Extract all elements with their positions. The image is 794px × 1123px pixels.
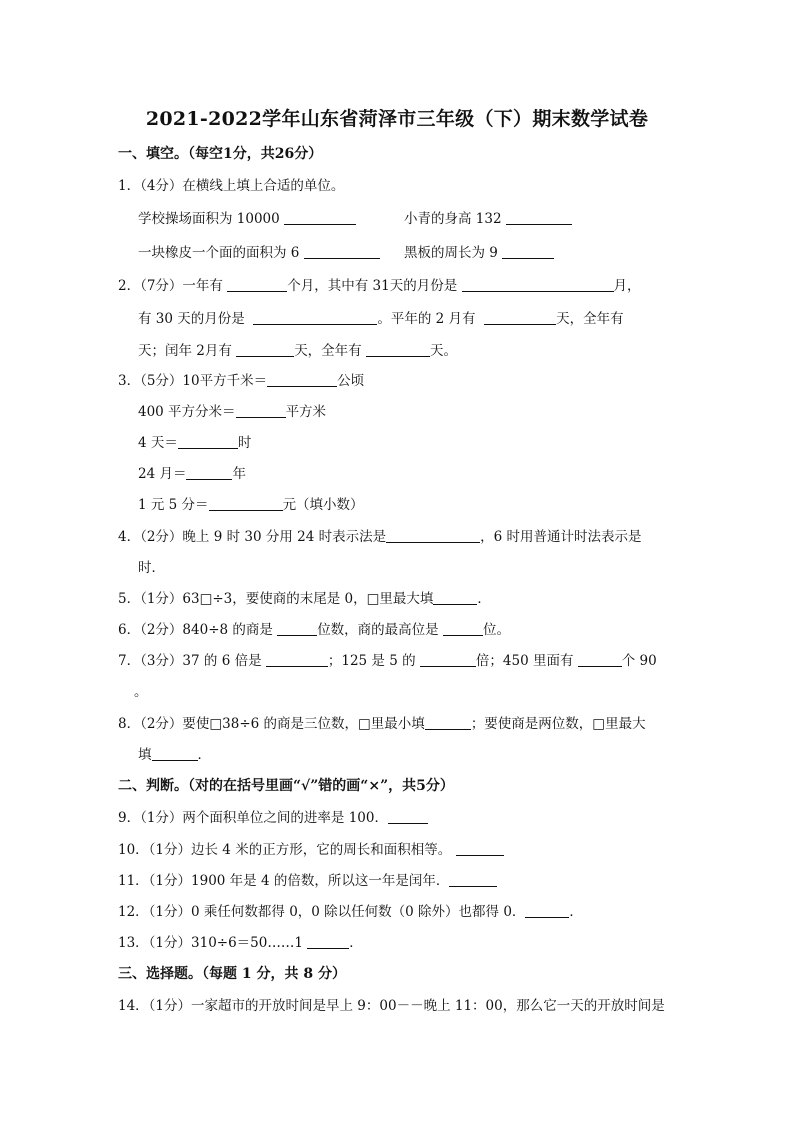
section-3-heading: 三、选择题。（每题 1 分，共 8 分） <box>118 966 346 982</box>
question-3-item-a: 3．（5分）10平方千米＝ 公顷 <box>118 373 365 389</box>
answer-blank[interactable] <box>484 310 556 325</box>
question-8-line-1: 8．（2分）要使□38÷6 的商是三位数，□里最小填 ；要使商是两位数，□里最大 <box>118 716 646 732</box>
answer-blank[interactable] <box>152 746 198 761</box>
answer-blank[interactable] <box>425 715 471 730</box>
answer-blank[interactable] <box>209 496 283 511</box>
question-13: 13．（1分）310÷6＝50……1 ． <box>118 935 363 951</box>
question-2-line-3: 天；闰年 2月有 天，全年有 天。 <box>138 343 457 359</box>
answer-blank[interactable] <box>267 372 337 387</box>
question-12: 12．（1分）0 乘任何数都得 0，0 除以任何数（0 除外）也都得 0． ． <box>118 904 583 920</box>
answer-blank[interactable] <box>420 652 476 667</box>
answer-blank[interactable] <box>304 244 380 259</box>
answer-blank[interactable] <box>388 809 428 824</box>
answer-blank[interactable] <box>502 244 554 259</box>
question-1-lead: 1．（4分）在横线上填上合适的单位。 <box>118 178 345 194</box>
section-2-heading: 二、判断。（对的在括号里画“√”错的画“×”，共5分） <box>118 778 454 794</box>
question-3-item-d: 24 月＝ 年 <box>138 466 246 482</box>
answer-blank[interactable] <box>449 872 497 887</box>
question-14: 14．（1分）一家超市的开放时间是早上 9：00－－晚上 11：00，那么它一天的开放时间是 <box>118 998 665 1014</box>
question-1-item-b: 小青的身高 132 <box>404 210 572 228</box>
question-1-item-d: 黑板的周长为 9 <box>404 244 554 262</box>
answer-blank[interactable] <box>236 403 286 418</box>
answer-blank[interactable] <box>266 652 328 667</box>
question-7-line-1: 7．（3分）37 的 6 倍是 ；125 是 5 的 倍；450 里面有 个 90 <box>118 653 657 669</box>
answer-blank[interactable] <box>236 342 294 357</box>
answer-blank[interactable] <box>253 310 377 325</box>
question-3-item-e: 1 元 5 分＝ 元（填小数） <box>138 497 364 513</box>
answer-blank[interactable] <box>277 621 317 636</box>
answer-blank[interactable] <box>386 528 480 543</box>
question-1-item-a: 学校操场面积为 10000 <box>138 210 356 228</box>
exam-title: 2021-2022学年山东省菏泽市三年级（下）期末数学试卷 <box>145 108 649 130</box>
question-2-line-2: 有 30 天的月份是 。平年的 2 月有 天，全年有 <box>138 311 624 327</box>
answer-blank[interactable] <box>433 590 477 605</box>
answer-blank[interactable] <box>307 934 349 949</box>
answer-blank[interactable] <box>578 652 622 667</box>
question-2-line-1: 2．（7分）一年有 个月，其中有 31天的月份是 月， <box>118 278 641 294</box>
question-6: 6．（2分）840÷8 的商是 位数，商的最高位是 位。 <box>118 622 510 638</box>
answer-blank[interactable] <box>178 434 238 449</box>
question-4-line-2: 时． <box>138 560 165 576</box>
question-4-line-1: 4．（2分）晚上 9 时 30 分用 24 时表示法是 ，6 时用普通计时法表示是 <box>118 529 642 545</box>
question-11: 11．（1分）1900 年是 4 的倍数，所以这一年是闰年． <box>118 872 497 890</box>
question-9: 9．（1分）两个面积单位之间的进率是 100． <box>118 809 428 827</box>
answer-blank[interactable] <box>456 841 504 856</box>
answer-blank[interactable] <box>284 210 356 225</box>
answer-blank[interactable] <box>525 903 569 918</box>
answer-blank[interactable] <box>506 210 572 225</box>
question-8-line-2: 填 ． <box>138 747 211 763</box>
question-10: 10．（1分）边长 4 米的正方形，它的周长和面积相等。 <box>118 841 504 859</box>
question-5: 5．（1分）63□÷3，要使商的末尾是 0，□里最大填 ． <box>118 591 491 607</box>
answer-blank[interactable] <box>462 277 614 292</box>
answer-blank[interactable] <box>443 621 483 636</box>
answer-blank[interactable] <box>366 342 430 357</box>
question-7-line-2: 。 <box>134 684 148 700</box>
section-1-heading: 一、填空。（每空1分，共26分） <box>118 146 323 162</box>
answer-blank[interactable] <box>227 277 287 292</box>
question-3-item-c: 4 天＝ 时 <box>138 435 252 451</box>
question-3-item-b: 400 平方分米＝ 平方米 <box>138 404 327 420</box>
answer-blank[interactable] <box>186 465 232 480</box>
question-1-item-c: 一块橡皮一个面的面积为 6 <box>138 244 380 262</box>
